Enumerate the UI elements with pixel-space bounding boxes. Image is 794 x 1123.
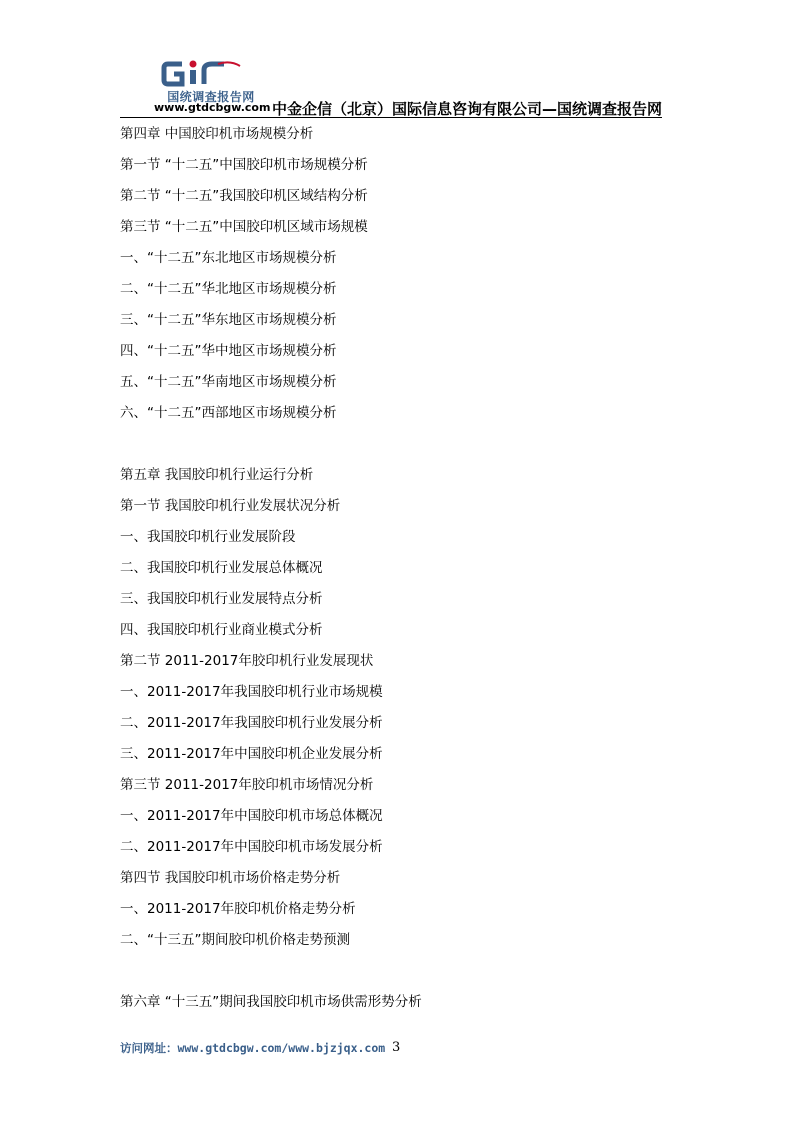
toc-section: 第一节 我国胶印机行业发展状况分析: [120, 498, 341, 514]
page-header: [120, 52, 662, 118]
toc-item: 一、我国胶印机行业发展阶段: [120, 529, 296, 545]
toc-item: 一、2011-2017年胶印机价格走势分析: [120, 901, 356, 917]
toc-section: 第一节 “十二五”中国胶印机市场规模分析: [120, 157, 368, 173]
company-name: 中金企信（北京）国际信息咨询有限公司—国统调查报告网: [271, 100, 662, 118]
page-footer: [120, 1040, 520, 1056]
toc-item: 四、“十二五”华中地区市场规模分析: [120, 343, 337, 359]
gir-logo-mark: [160, 58, 246, 88]
toc-item: 四、我国胶印机行业商业模式分析: [120, 622, 323, 638]
logo-chinese-name: 国统调查报告网: [167, 90, 255, 104]
toc-item: 二、2011-2017年我国胶印机行业发展分析: [120, 715, 383, 731]
toc-item: 三、2011-2017年中国胶印机企业发展分析: [120, 746, 383, 762]
toc-spacer: [120, 434, 680, 465]
toc-item: 一、“十二五”东北地区市场规模分析: [120, 250, 337, 266]
toc-item: 二、2011-2017年中国胶印机市场发展分析: [120, 839, 383, 855]
toc-item: 二、“十三五”期间胶印机价格走势预测: [120, 932, 350, 948]
toc-item: 二、我国胶印机行业发展总体概况: [120, 560, 323, 576]
toc-section: 第三节 “十二五”中国胶印机区域市场规模: [120, 219, 368, 235]
header-divider: [120, 117, 662, 118]
logo-url: www.gtdcbgw.com: [154, 101, 271, 114]
toc-item: 六、“十二五”西部地区市场规模分析: [120, 405, 337, 421]
toc-item: 三、“十二五”华东地区市场规模分析: [120, 312, 337, 328]
toc-chapter-6: 第六章 “十三五”期间我国胶印机市场供需形势分析: [120, 994, 422, 1010]
footer-url-link[interactable]: www.gtdcbgw.com/www.bjzjqx.com: [177, 1041, 386, 1055]
toc-chapter-4: 第四章 中国胶印机市场规模分析: [120, 126, 314, 142]
table-of-contents: [120, 124, 680, 1023]
toc-section: 第二节 “十二五”我国胶印机区域结构分析: [120, 188, 368, 204]
toc-item: 一、2011-2017年中国胶印机市场总体概况: [120, 808, 383, 824]
company-logo: [156, 58, 276, 114]
toc-spacer: [120, 961, 680, 992]
page-number: 3: [392, 1040, 401, 1055]
toc-section: 第三节 2011-2017年胶印机市场情况分析: [120, 777, 374, 793]
toc-section: 第四节 我国胶印机市场价格走势分析: [120, 870, 341, 886]
toc-item: 一、2011-2017年我国胶印机行业市场规模: [120, 684, 383, 700]
toc-section: 第二节 2011-2017年胶印机行业发展现状: [120, 653, 374, 669]
toc-chapter-5: 第五章 我国胶印机行业运行分析: [120, 467, 314, 483]
toc-item: 三、我国胶印机行业发展特点分析: [120, 591, 323, 607]
toc-item: 二、“十二五”华北地区市场规模分析: [120, 281, 337, 297]
footer-label: 访问网址：: [120, 1041, 178, 1055]
toc-item: 五、“十二五”华南地区市场规模分析: [120, 374, 337, 390]
